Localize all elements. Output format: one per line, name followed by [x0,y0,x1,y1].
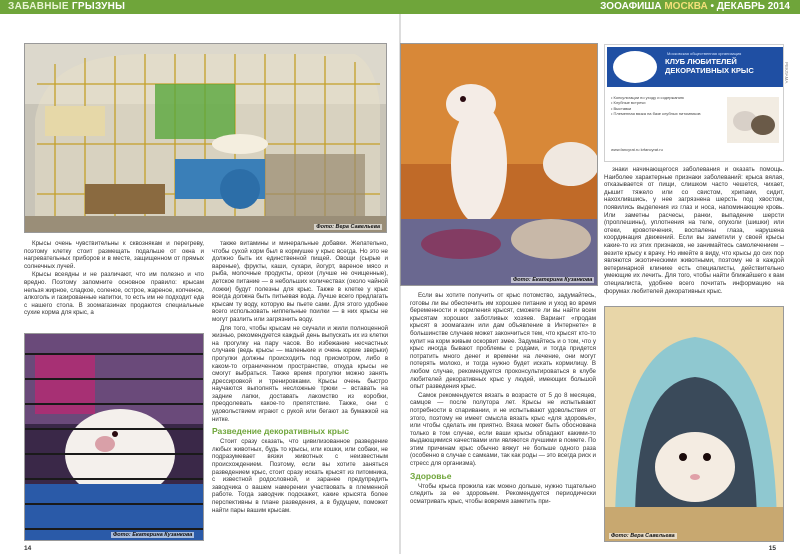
issue-date: ДЕКАБРЬ 2014 [716,1,790,12]
ad-title-line: ДЕКОРАТИВНЫХ КРЫС [665,66,754,75]
photo-credit: Фото: Вера Савельева [316,224,380,230]
photo-credit: Фото: Екатерина Кузанкова [513,277,593,283]
paragraph: также витамины и минеральные добавки. Желательно, чтобы сухой корм был в кормушке у крыс всегда. Но это не должно быть их единственной пищей. Овощи (сырые и вареные), фрукты, каши, сухари, йогурт, вареное мясо и рыба, молочные продукты, орехи (лучше не очищенные), детское питание — в небольших количествах (около чайной ложки) будут полезны для крыс. Также в клетке у крыс всегда должна быть питьевая вода. Лучше всего предлагать крысам ту воду, которую вы пьете сами. Для этого удобнее всего использовать ниппельные поилки — в них крысы не могут разлить или загрязнить воду. [212,240,388,323]
article-column [410,292,596,542]
section-title-rest: ГРЫЗУНЫ [71,1,126,12]
ad-title-line: КЛУБ ЛЮБИТЕЛЕЙ [665,57,737,66]
ad-service-item: • Клубные встречи [611,100,646,106]
ad-services-list [611,95,721,117]
paragraph: Стоит сразу сказать, что цивилизованное разведение любых животных, будь то крысы, или кошки, или собаки, не подразумевает вязки животных с неизвестным происхождением. Поэтому, если вы хотите заняться разведением крыс, стоит сразу искать крысят из питомника, с известной родословной, и заранее предупредить заводчика о вашем намерении участвовать в племенной работе. Тогда заводчик подскажет, какие крысята более перспективны в плане разведения, а в будущем, поможет найти пары вашим крысам. [212,438,388,514]
caged-rat-photo [24,333,204,541]
paragraph: Если вы хотите получить от крыс потомство, задумайтесь, готовы ли вы обеспечить им хорошее питание и уход во время беременности и кормления крысят, сможете ли вы найти всем крысятам хороших заботливых хозяев. Вариант «продам крысят в зоомагазин или дам объявление в Интернете» в большинстве случаев может закончиться тем, что крысят кто-то купит на корм живым оскорвит змее. Задумайтесь и о том, что у крыс иногда бывают проблемы с родами, и тогда придется потратить много денег и времени на лечение, они могут потерять молоко, и тогда нужно будет искать кормилицу. В любом случае, рекомендуется проконсультироваться в клубе любителей декоративных крыс у людей, имеющих большой опыт разведения крыс. [410,292,596,391]
cage-photo [24,43,387,233]
photo-credit: Фото: Вера Савельева [611,533,675,539]
city-name: МОСКВА [664,1,708,12]
paragraph: знаки начинающегося заболевания и оказать помощь. Наиболее характерные признаки заболеваний: крыса вялая, отказывается от пищи, слишком часто чешется, чихает, дышит тяжело или со свистом, хрипами, сидит, нахохлившись, у нее загрязнена шерсть под хвостом, появились выделения из глаз и носа, напоминающие кровь. Или заметны расчесы, ранки, выпадение шерсти (проплешины), уплотнения на теле, опухоли (шишки) или отеки, кровотечения, воспалены глаза, нарушена координация движений. Если вы заметили у своей крысы какие-то из этих признаков, не занимайтесь самолечением – везите крысу к врачу. Но имейте в виду, что крысы до сих пор являются экзотическими животными, поэтому не в каждой ветеринарной клинике есть специалисты, действительно умеющие их лечить. Для того, чтобы найти ближайшего к вам специалиста, удобнее всего почитать информацию на форумах любителей декоративных крыс. [604,166,784,295]
standing-rat-photo [400,43,598,286]
house-rat-photo [604,306,784,542]
section-header-bar [0,0,800,14]
paragraph: Чтобы крыса прожила как можно дольше, нужно тщательно следить за ее здоровьем. Рекомендуется периодически осматривать крыс, чтобы вовремя заметить при- [410,482,596,505]
paragraph: Самок рекомендуется вязать в возрасте от 5 до 8 месяцев, самцов — после полутора лет. Крысы не испытывают потребности в спаривании, и не испытывают удовольствия от этого, поэтому не имеет смысла вязать крыс «для здоровья», или чтобы сделать им приятно. Вязка может быть обоснована только в том случае, если ваши крысы обладают какими-то выдающимися качествами или являются лучшими в помете. По этим причинам крыс обычно вяжут не больше одного раза (особенно в случае с самками, так как роды — это всегда риск и стресс для организма). [410,391,596,468]
paragraph: Для того, чтобы крысам не скучали и жили полноценной жизнью, рекомендуется каждый день выпускать их из клетки на прогулку на пару часов. Во избежание несчастных случаев (ведь крысы — маленькие и очень юркие зверьки) прогулки должны происходить под присмотром, либо в каком-то ограниченном пространстве, откуда крысы не смогут выбраться. Также время прогулки можно занять дрессировкой и тренировками. Крысы очень быстро научаются выполнять несложные трюки – вставать на задние лапки, доставать лакомство из коробки, преодолевать какое-то препятствие. Также, они с удовольствием играют с рукой или бегают за бумажкой на нитке. [212,324,388,423]
ad-service-item: • Выставки [611,105,632,111]
ad-website[interactable]: www.fancyrat.ru krfancyrat.ru [611,147,663,152]
article-column [24,240,204,332]
subheading: Здоровье [410,470,452,481]
advert-label: РЕКЛАМА [784,62,789,84]
ad-banner [607,47,783,87]
ad-title [665,57,754,75]
paragraph: Крысы очень чувствительны к сквознякам и перегреву, поэтому клетку стоит размещать подальше от окна и нагревательных приборов и в месте, защищенном от прямых солнечных лучей. [24,240,204,270]
page-number: 14 [24,545,32,552]
page-number: 15 [768,545,776,552]
photo-credit: Фото: Екатерина Кузанкова [113,532,193,538]
rat-logo-icon [613,51,657,83]
article-column [212,240,388,542]
ad-rats-photo [727,97,779,143]
caged-rat-illustration [25,334,204,541]
standing-rat-illustration [401,44,598,286]
club-advertisement [604,44,784,162]
magazine-masthead: ЗООАФИША МОСКВА • ДЕКАБРЬ 2014 [600,1,790,12]
subheading: Разведение декоративных крыс [212,426,349,437]
house-rat-illustration [605,307,784,542]
cage-illustration [25,44,387,233]
article-column [604,166,784,302]
ad-service-item: • Консультации по уходу и содержанию [611,95,684,100]
paragraph: Крысы всеядны и не различают, что им полезно и что вредно. Поэтому запомните основное правило: крысам нельзя жирное, сладкое, соленое, острое, жареное, копченое, алкоголь и газированные напитки, то есть им не подходит еда с нашего стола. В зоомагазинах продаются специальные сухие корма для крыс, а [24,271,204,317]
brand-name: ЗООАФИША [600,1,662,12]
section-title [8,1,125,12]
ad-service-item: • Племенная вязка на базе клубных питомников [611,111,701,117]
ad-org-label: Московская общественная организация [667,51,742,56]
section-title-accent: ЗАБАВНЫЕ [8,1,69,12]
